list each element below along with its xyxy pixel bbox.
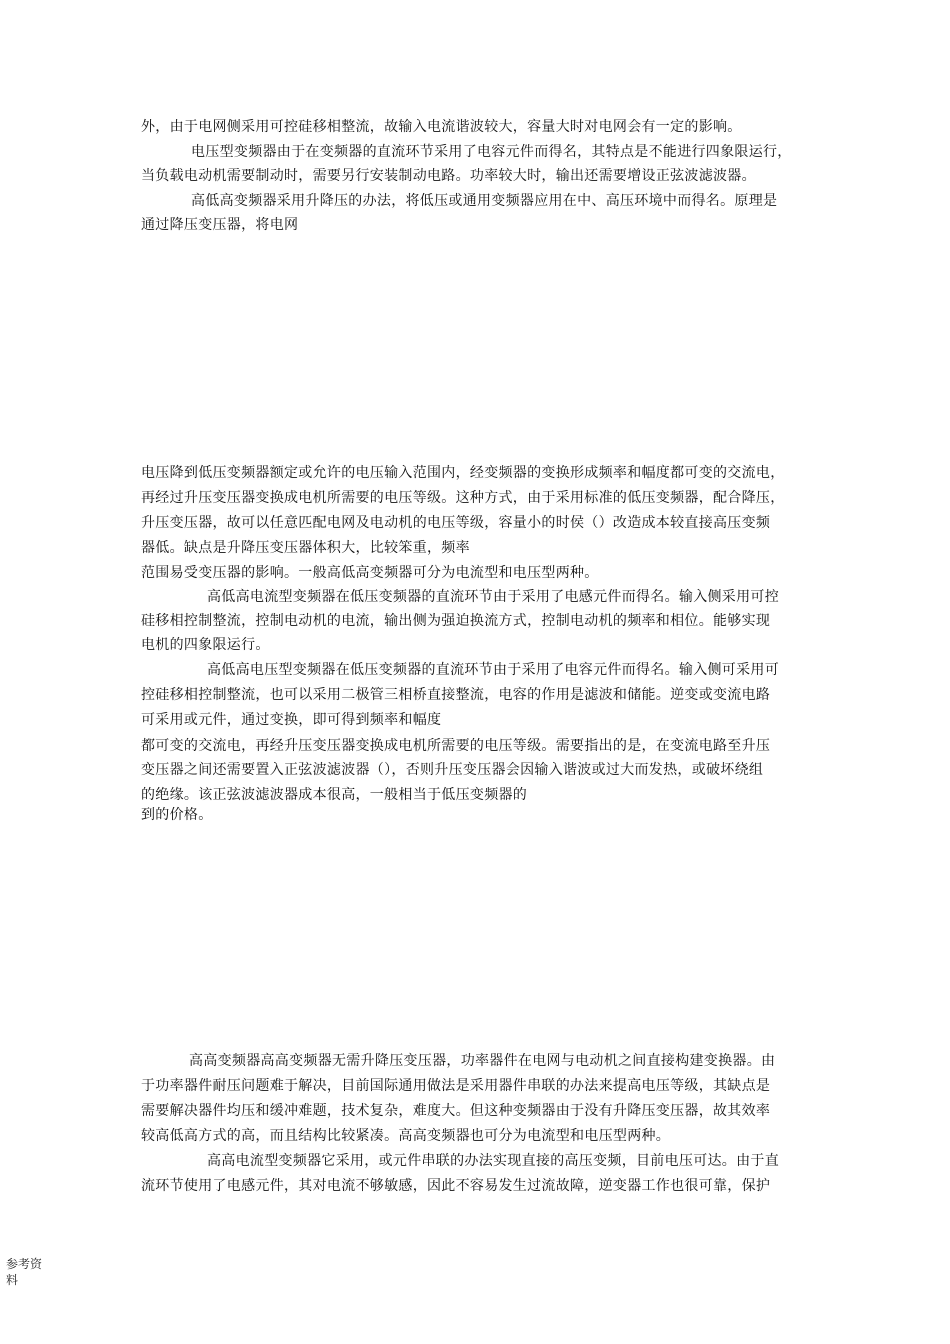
- paragraph-line: 需要解决器件均压和缓冲难题，技术复杂，难度大。但这种变频器由于没有升降压变压器，故其效率: [141, 1103, 771, 1119]
- paragraph-line: 升压变压器，故可以任意匹配电网及电动机的电压等级，容量小的时侯（）改造成本较直接高压变频: [141, 515, 771, 531]
- paragraph-line: 高高变频器高高变频器无需升降压变压器，功率器件在电网与电动机之间直接构建变换器。由: [189, 1053, 776, 1069]
- paragraph-line: 范围易受变压器的影响。一般高低高变频器可分为电流型和电压型两种。: [141, 565, 599, 581]
- paragraph-line: 变压器之间还需要置入正弦波滤波器（），否则升压变压器会因输入谐波或过大而发热，或破坏绕组: [141, 762, 764, 778]
- paragraph-line: 电压降到低压变频器额定或允许的电压输入范围内，经变频器的变换形成频率和幅度都可变的交流电，: [141, 465, 785, 481]
- paragraph-line: 电机的四象限运行。: [141, 637, 270, 653]
- footer-text: 料: [6, 1273, 19, 1287]
- paragraph-line: 高高电流型变频器它采用，或元件串联的办法实现直接的高压变频，目前电压可达。由于直: [207, 1153, 779, 1169]
- paragraph-line: 当负载电动机需要制动时，需要另行安装制动电路。功率较大时，输出还需要增设正弦波滤波器。: [141, 168, 756, 184]
- paragraph-line: 再经过升压变压器变换成电机所需要的电压等级。这种方式，由于采用标准的低压变频器，配合降压，: [141, 490, 785, 506]
- paragraph-line: 高低高电压型变频器在低压变频器的直流环节由于采用了电容元件而得名。输入侧可采用可: [207, 662, 779, 678]
- paragraph-line: 器低。缺点是升降压变压器体积大，比较笨重，频率: [141, 540, 470, 556]
- paragraph-line: 控硅移相控制整流，也可以采用二极管三相桥直接整流，电容的作用是滤波和储能。逆变或变流电路: [141, 687, 771, 703]
- paragraph-line: 的绝缘。该正弦波滤波器成本很高，一般相当于低压变频器的: [141, 787, 528, 803]
- paragraph-line: 电压型变频器由于在变频器的直流环节采用了电容元件而得名，其特点是不能进行四象限运行，: [191, 144, 792, 160]
- paragraph-line: 都可变的交流电，再经升压变压器变换成电机所需要的电压等级。需要指出的是，在变流电路至升压: [141, 738, 771, 754]
- paragraph-line: 流环节使用了电感元件，其对电流不够敏感，因此不容易发生过流故障，逆变器工作也很可靠，保护: [141, 1178, 771, 1194]
- paragraph-line: 外，由于电网侧采用可控硅移相整流，故输入电流谐波较大，容量大时对电网会有一定的影响。: [141, 119, 742, 135]
- paragraph-line: 较高低高方式的高，而且结构比较紧凑。高高变频器也可分为电流型和电压型两种。: [141, 1128, 671, 1144]
- paragraph-line: 可采用或元件，通过变换，即可得到频率和幅度: [141, 712, 442, 728]
- paragraph-line: 通过降压变压器，将电网: [141, 217, 299, 233]
- paragraph-line: 于功率器件耐压问题难于解决，目前国际通用做法是采用器件串联的办法来提高电压等级，其缺点是: [141, 1078, 771, 1094]
- paragraph-line: 到的价格。: [141, 807, 213, 823]
- footer-text: 参考资: [6, 1257, 43, 1271]
- paragraph-line: 硅移相控制整流，控制电动机的电流，输出侧为强迫换流方式，控制电动机的频率和相位。能够实现: [141, 613, 771, 629]
- paragraph-line: 高低高变频器采用升降压的办法，将低压或通用变频器应用在中、高压环境中而得名。原理是: [191, 193, 778, 209]
- paragraph-line: 高低高电流型变频器在低压变频器的直流环节由于采用了电感元件而得名。输入侧采用可控: [207, 589, 779, 605]
